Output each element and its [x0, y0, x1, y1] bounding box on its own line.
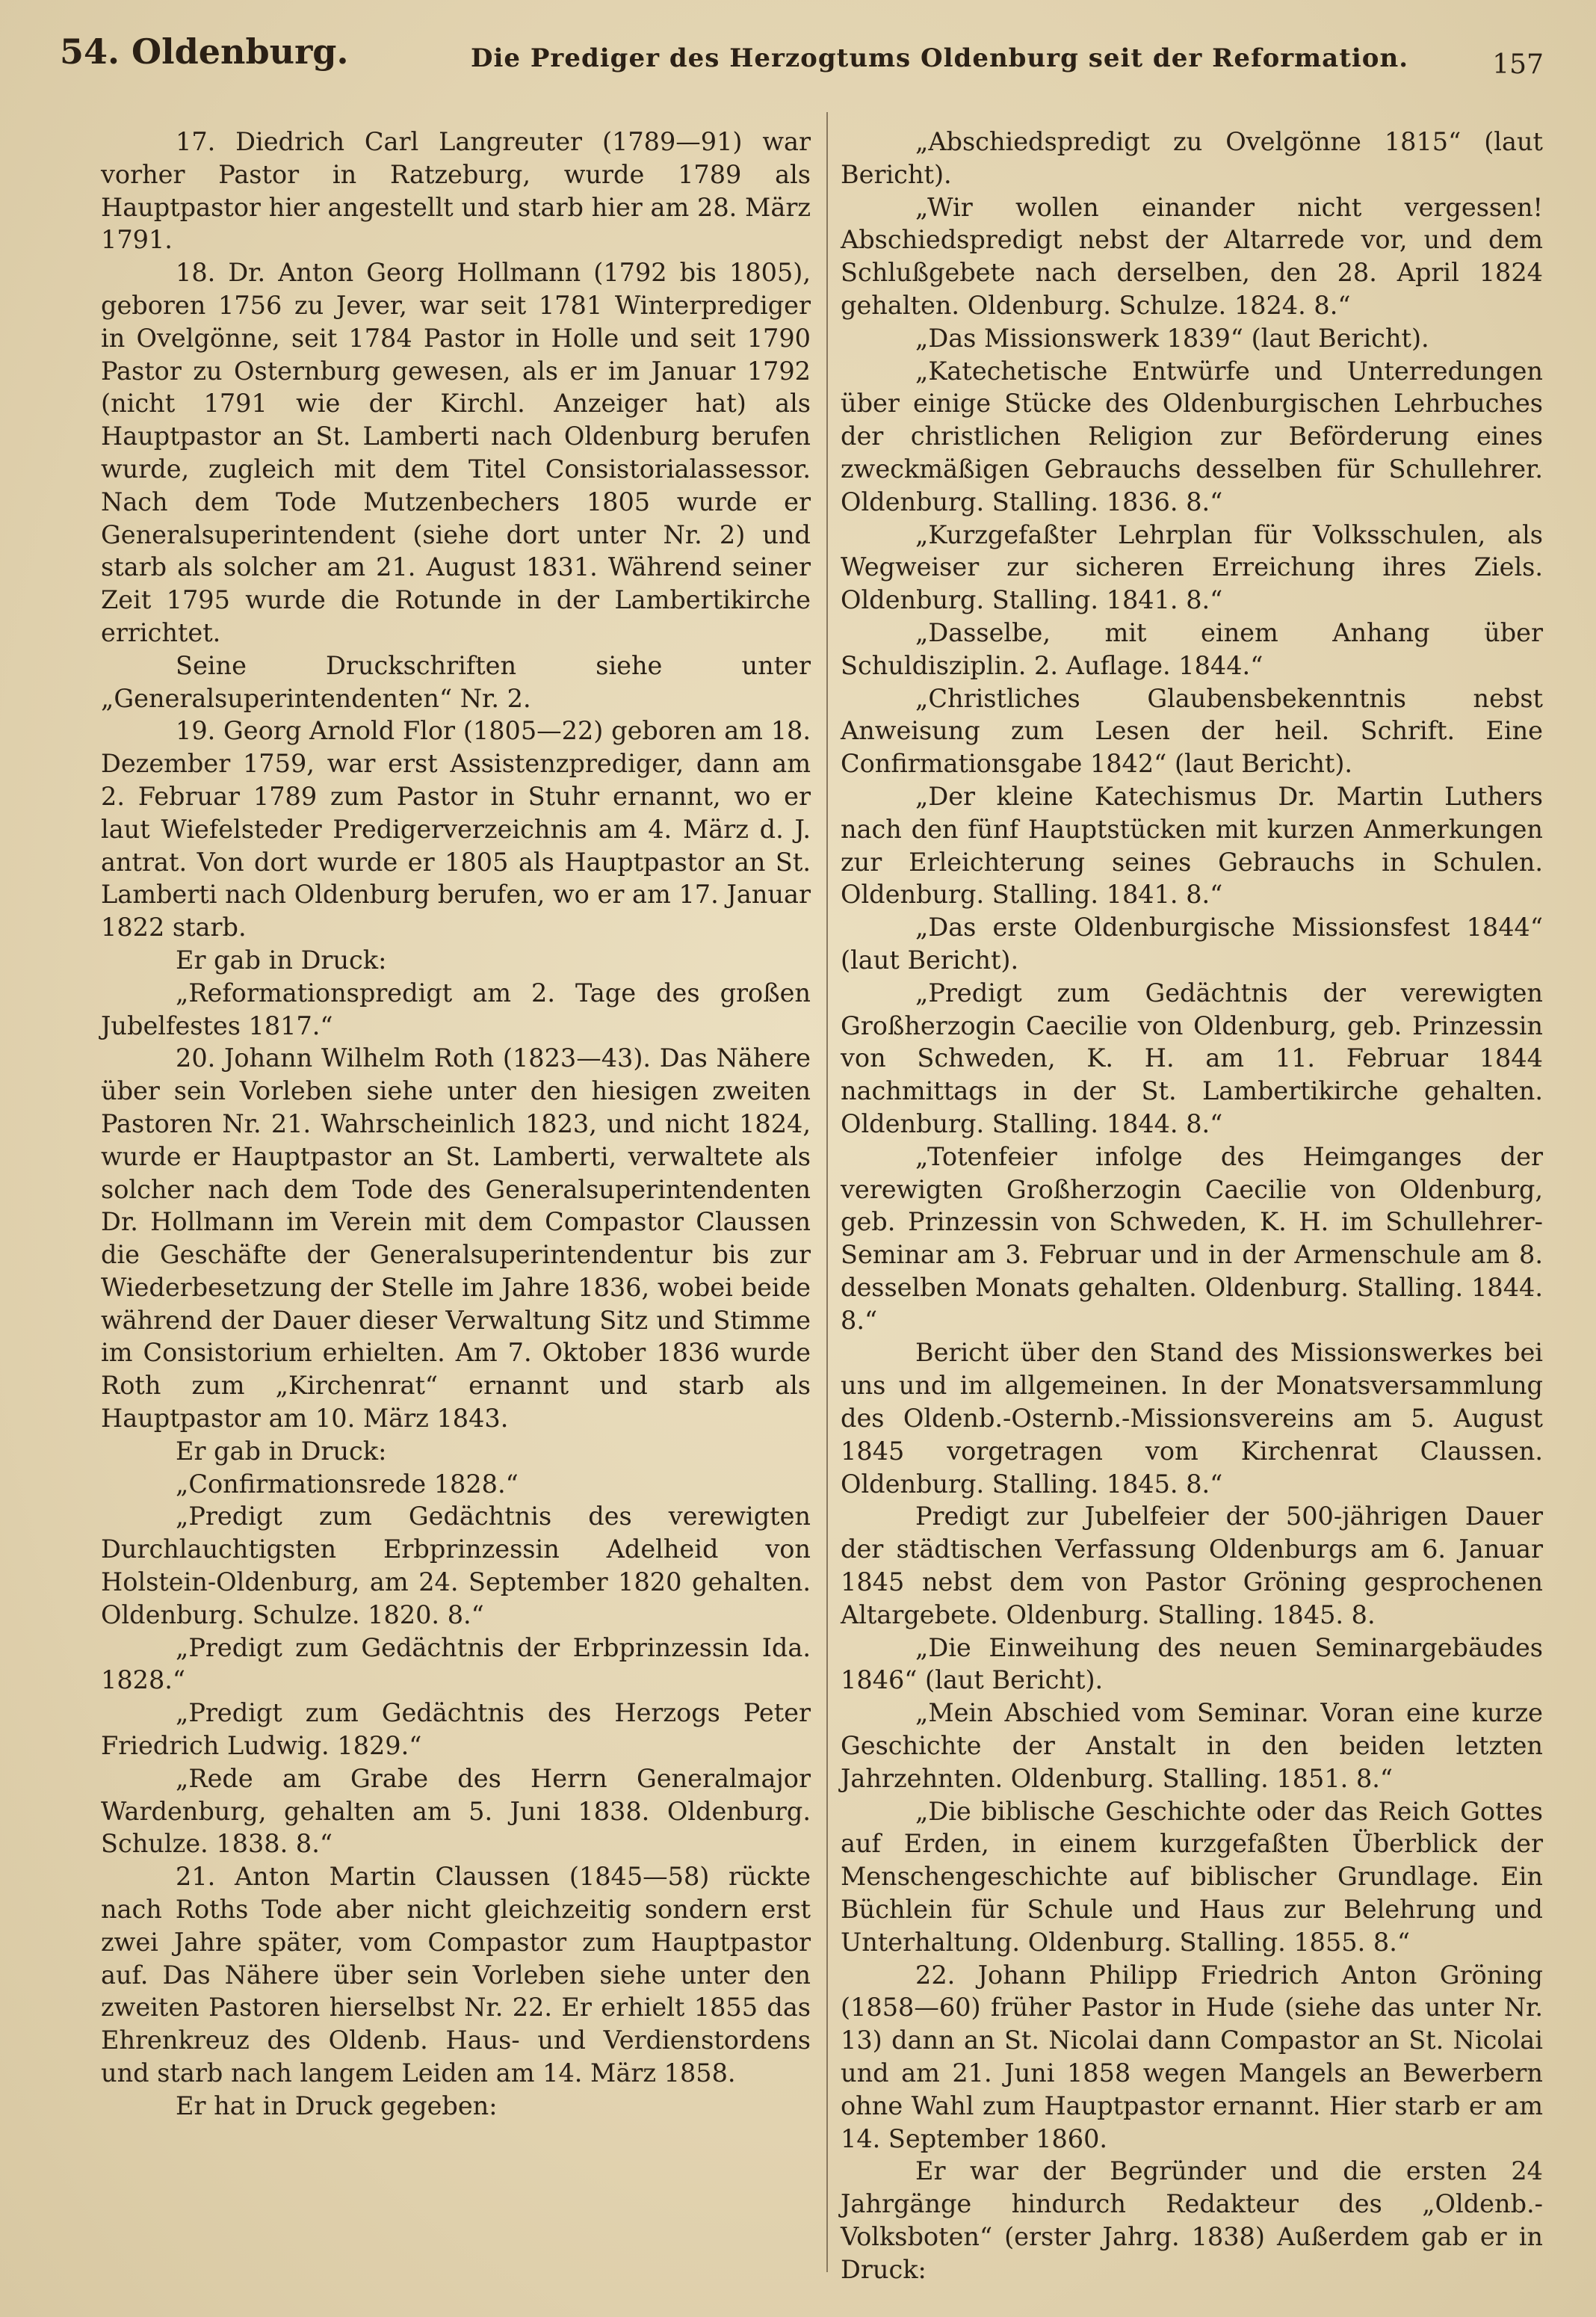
right-column [841, 126, 1543, 2286]
paragraph: Er war der Begründer und die ersten 24 Jahrgänge hindurch Redakteur des „Oldenb.-Volksboten“ (erster Jahrg. 1838) Außerdem gab er in Druck: [841, 2156, 1543, 2284]
publication: „Totenfeier infolge des Heimganges der verewigten Großherzogin Caecilie von Oldenburg, geb. Prinzessin von Schweden, K. H. im Schullehrer-Seminar am 3. Februar und in der Armenschule am 8. desselben Monats gehalten. Oldenburg. Stalling. 1844. 8.“ [841, 1141, 1543, 1335]
paragraph: 19. Georg Arnold Flor (1805—22) geboren am 18. Dezember 1759, war erst Assistenzprediger, dann am 2. Februar 1789 zum Pastor in Stuhr ernannt, wo er laut Wiefelsteder Predigerverzeichnis am 4. März d. J. antrat. Von dort wurde er 1805 als Hauptpastor an St. Lamberti nach Oldenburg berufen, wo er am 17. Januar 1822 starb. [101, 716, 811, 942]
publication: „Der kleine Katechismus Dr. Martin Luthers nach den fünf Hauptstücken mit kurzen Anmerkungen zur Erleichterung seines Gebrauchs in Schulen. Oldenburg. Stalling. 1841. 8.“ [841, 781, 1543, 910]
publication: „Predigt zum Gedächtnis der verewigten Großherzogin Caecilie von Oldenburg, geb. Prinzessin von Schweden, K. H. am 11. Februar 1844 nachmittags in der St. Lambertikirche gehalten. Oldenburg. Stalling. 1844. 8.“ [841, 978, 1543, 1138]
publication: „Die biblische Geschichte oder das Reich Gottes auf Erden, in einem kurzgefaßten Überblick der Menschengeschichte auf biblischer Grundlage. Ein Büchlein für Schule und Haus zur Belehrung und Unterhaltung. Oldenburg. Stalling. 1855. 8.“ [841, 1796, 1543, 1957]
publication: Predigt zur Jubelfeier der 500-jährigen Dauer der städtischen Verfassung Oldenburgs am 6. Januar 1845 nebst dem von Pastor Gröning gesprochenen Altargebete. Oldenburg. Stalling. 1845. 8. [841, 1502, 1543, 1629]
paragraph: 18. Dr. Anton Georg Hollmann (1792 bis 1805), geboren 1756 zu Jever, war seit 1781 Winterprediger in Ovelgönne, seit 1784 Pastor in Holle und seit 1790 Pastor zu Osternburg gewesen, als er im Januar 1792 (nicht 1791 wie der Kirchl. Anzeiger hat) als Hauptpastor an St. Lamberti nach Oldenburg berufen wurde, zugleich mit dem Titel Consistorialassessor. Nach dem Tode Mutzenbechers 1805 wurde er Generalsuperintendent (siehe dort unter Nr. 2) und starb als solcher am 21. August 1831. Während seiner Zeit 1795 wurde die Rotunde in der Lambertikirche errichtet. [101, 258, 811, 647]
paragraph: Er gab in Druck: [176, 945, 387, 975]
publication: „Katechetische Entwürfe und Unterredungen über einige Stücke des Oldenburgischen Lehrbuches der christlichen Religion zur Beförderung eines zweckmäßigen Gebrauchs desselben für Schullehrer. Oldenburg. Stalling. 1836. 8.“ [841, 356, 1543, 516]
publication: Bericht über den Stand des Missionswerkes bei uns und im allgemeinen. In der Monatsversammlung des Oldenb.-Osternb.-Missionsvereins am 5. August 1845 vorgetragen vom Kirchenrat Claussen. Oldenburg. Stalling. 1845. 8.“ [841, 1338, 1543, 1499]
header-section-title: 54. Oldenburg. [60, 31, 349, 72]
header-running-title: Die Prediger des Herzogtums Oldenburg seit der Reformation. [471, 43, 1409, 73]
paragraph: Er hat in Druck gegeben: [176, 2091, 498, 2120]
publication: „Die Einweihung des neuen Seminargebäudes 1846“ (laut Bericht). [841, 1632, 1543, 1695]
paragraph: 21. Anton Martin Claussen (1845—58) rückte nach Roths Tode aber nicht gleichzeitig sondern erst zwei Jahre später, vom Compastor zum Hauptpastor auf. Das Nähere über sein Vorleben siehe unter den zweiten Pastoren hierselbst Nr. 22. Er erhielt 1855 das Ehrenkreuz des Oldenb. Haus- und Verdienstordens und starb nach langem Leiden am 14. März 1858. [101, 1862, 811, 2088]
publication: „Reformationspredigt am 2. Tage des großen Jubelfestes 1817.“ [101, 978, 811, 1040]
publication: „Christliches Glaubensbekenntnis nebst Anweisung zum Lesen der heil. Schrift. Eine Confirmationsgabe 1842“ (laut Bericht). [841, 683, 1543, 779]
paragraph: 22. Johann Philipp Friedrich Anton Gröning (1858—60) früher Pastor in Hude (siehe das unter Nr. 13) dann an St. Nicolai dann Compastor an St. Nicolai und am 21. Juni 1858 wegen Mangels an Bewerbern ohne Wahl zum Hauptpastor ernannt. Hier starb er am 14. September 1860. [841, 1960, 1543, 2153]
publication: „Predigt zum Gedächtnis des Herzogs Peter Friedrich Ludwig. 1829.“ [101, 1698, 811, 1761]
paragraph: 17. Diedrich Carl Langreuter (1789—91) war vorher Pastor in Ratzeburg, wurde 1789 als Hauptpastor hier angestellt und starb hier am 28. März 1791. [101, 127, 811, 255]
publication: „Wir wollen einander nicht vergessen! Abschiedspredigt nebst der Altarrede vor, und dem Schlußgebete nach derselben, den 28. April 1824 gehalten. Oldenburg. Schulze. 1824. 8.“ [841, 192, 1543, 320]
publication: „Confirmationsrede 1828.“ [176, 1469, 519, 1499]
publication: „Das erste Oldenburgische Missionsfest 1844“ (laut Bericht). [841, 913, 1543, 975]
publication: „Rede am Grabe des Herrn Generalmajor Wardenburg, gehalten am 5. Juni 1838. Oldenburg. Schulze. 1838. 8.“ [101, 1763, 811, 1859]
left-column [101, 126, 811, 2123]
publication: „Mein Abschied vom Seminar. Voran eine kurze Geschichte der Anstalt in den beiden letzten Jahrzehnten. Oldenburg. Stalling. 1851. 8.“ [841, 1698, 1543, 1793]
paragraph: Seine Druckschriften siehe unter „Generalsuperintendenten“ Nr. 2. [101, 650, 811, 713]
paragraph: Er gab in Druck: [176, 1436, 387, 1466]
column-divider [826, 112, 828, 2272]
paragraph: 20. Johann Wilhelm Roth (1823—43). Das Nähere über sein Vorleben siehe unter den hiesigen zweiten Pastoren Nr. 21. Wahrscheinlich 1823, und nicht 1824, wurde er Hauptpastor an St. Lamberti, verwaltete als solcher nach dem Tode des Generalsuperintendenten Dr. Hollmann im Verein mit dem Compastor Claussen die Geschäfte der Generalsuperintendentur bis zur Wiederbesetzung der Stelle im Jahre 1836, wobei beide während der Dauer dieser Verwaltung Sitz und Stimme im Consistorium erhielten. Am 7. Oktober 1836 wurde Roth zum „Kirchenrat“ ernannt und starb als Hauptpastor am 10. März 1843. [101, 1043, 811, 1434]
publication: „Das Missionswerk 1839“ (laut Bericht). [915, 323, 1429, 353]
page-number: 157 [1492, 49, 1544, 80]
publication: „Predigt zum Gedächtnis des verewigten Durchlauchtigsten Erbprinzessin Adelheid von Holstein-Oldenburg, am 24. September 1820 gehalten. Oldenburg. Schulze. 1820. 8.“ [101, 1502, 811, 1629]
publication: „Predigt zum Gedächtnis der Erbprinzessin Ida. 1828.“ [101, 1632, 811, 1695]
publication: „Abschiedspredigt zu Ovelgönne 1815“ (laut Bericht). [841, 127, 1543, 189]
publication: „Dasselbe, mit einem Anhang über Schuldisziplin. 2. Auflage. 1844.“ [841, 617, 1543, 680]
publication: „Kurzgefaßter Lehrplan für Volksschulen, als Wegweiser zur sicheren Erreichung ihres Ziels. Oldenburg. Stalling. 1841. 8.“ [841, 519, 1543, 615]
